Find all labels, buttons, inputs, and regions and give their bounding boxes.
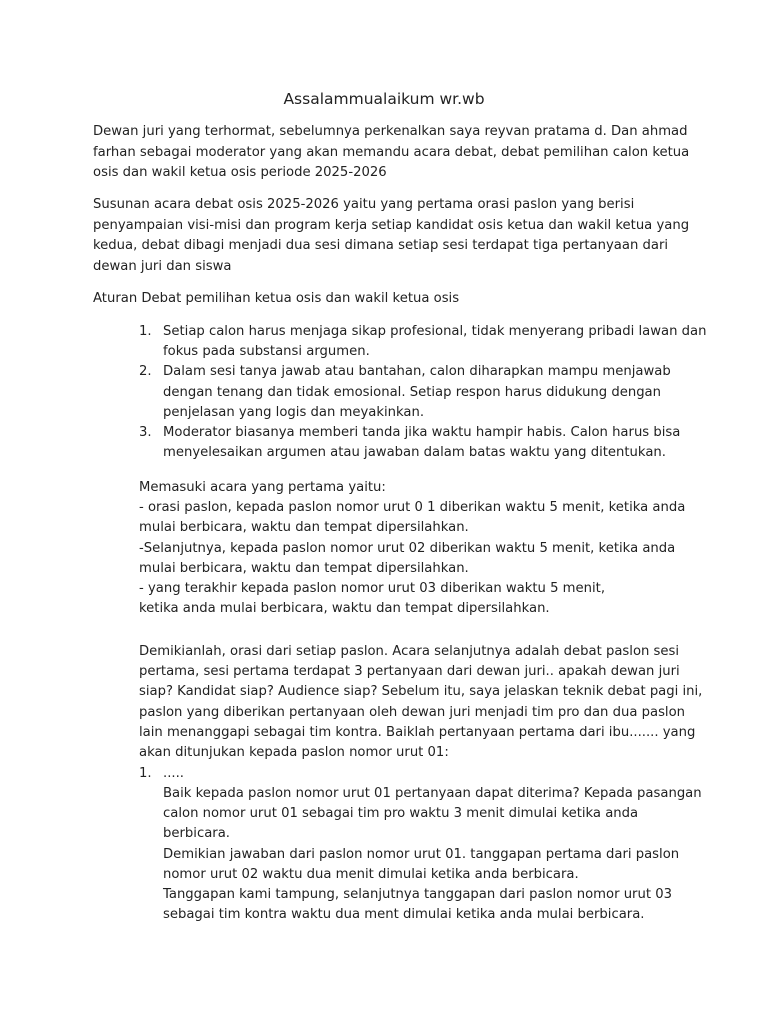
list-item bbox=[139, 322, 707, 362]
list-number: 1. bbox=[139, 324, 152, 339]
text-line: sebagai tim kontra waktu dua ment dimulai ketika anda mulai berbicara. bbox=[163, 907, 645, 923]
rules-list bbox=[139, 322, 707, 463]
text-line: siap? Kandidat siap? Audience siap? Sebelum itu, saya jelaskan teknik debat pagi ini, bbox=[139, 684, 703, 700]
text-line: penjelasan yang logis dan meyakinkan. bbox=[163, 404, 425, 420]
text-line: Susunan acara debat osis 2025-2026 yaitu yang pertama orasi paslon yang berisi bbox=[93, 197, 635, 212]
text-line: -Selanjutnya, kepada paslon nomor urut 02 diberikan waktu 5 menit, ketika anda bbox=[139, 540, 676, 556]
text-line: farhan sebagai moderator yang akan memandu acara debat, debat pemilihan calon ketua bbox=[93, 144, 690, 160]
schedule-paragraph bbox=[93, 195, 690, 277]
text-line: osis dan wakil ketua osis periode 2025-2026 bbox=[93, 165, 387, 181]
text-line: Demikianlah, orasi dari setiap paslon. Acara selanjutnya adalah debat paslon sesi bbox=[139, 644, 680, 659]
text-line: mulai berbicara, waktu dan tempat dipersilahkan. bbox=[139, 520, 469, 536]
intro-paragraph bbox=[93, 122, 690, 184]
text-line: Memasuki acara yang pertama yaitu: bbox=[139, 480, 386, 495]
text-line: Moderator biasanya memberi tanda jika waktu hampir habis. Calon harus bisa bbox=[163, 425, 681, 441]
text-line: akan ditunjukan kepada paslon nomor urut 01: bbox=[139, 745, 449, 761]
text-line: paslon yang diberikan pertanyaan oleh dewan juri menjadi tim pro dan dua paslon bbox=[139, 704, 686, 720]
text-line: Tanggapan kami tampung, selanjutnya tanggapan dari paslon nomor urut 03 bbox=[163, 887, 672, 903]
text-line: dengan tenang dan tidak emosional. Setiap respon harus didukung dengan bbox=[163, 384, 662, 400]
document-title: Assalammualaikum wr.wb bbox=[283, 90, 485, 108]
list-item bbox=[139, 362, 684, 423]
text-line: - yang terakhir kepada paslon nomor urut 03 diberikan waktu 5 menit, bbox=[139, 581, 606, 597]
orasi-section bbox=[139, 478, 684, 619]
list-number: 2. bbox=[139, 364, 152, 380]
text-line: dewan juri dan siswa bbox=[93, 258, 232, 274]
list-item bbox=[139, 423, 684, 463]
text-line: Setiap calon harus menjaga sikap profesional, tidak menyerang pribadi lawan dan bbox=[163, 324, 707, 339]
list-number: 3. bbox=[139, 425, 152, 441]
text-line: Demikian jawaban dari paslon nomor urut 01. tanggapan pertama dari paslon bbox=[163, 846, 680, 862]
debate-section bbox=[139, 642, 703, 763]
text-line: pertama, sesi pertama terdapat 3 pertanyaan dari dewan juri.. apakah dewan juri bbox=[139, 664, 680, 680]
rules-heading: Aturan Debat pemilihan ketua osis dan wakil ketua osis bbox=[93, 291, 460, 306]
text-line: Dalam sesi tanya jawab atau bantahan, calon diharapkan mampu menjawab bbox=[163, 364, 671, 380]
list-item bbox=[139, 764, 684, 784]
text-line: fokus pada substansi argumen. bbox=[163, 344, 370, 360]
text-line: Dewan juri yang terhormat, sebelumnya perkenalkan saya reyvan pratama d. Dan ahmad bbox=[93, 124, 688, 139]
list-number: 1. bbox=[139, 766, 152, 781]
text-line: berbicara. bbox=[163, 826, 230, 842]
text-line: ..... bbox=[163, 766, 184, 781]
text-line: calon nomor urut 01 sebagai tim pro waktu 3 menit dimulai ketika anda bbox=[163, 806, 639, 822]
question-detail bbox=[163, 784, 702, 925]
question-list bbox=[139, 764, 684, 784]
text-line: menyelesaikan argumen atau jawaban dalam batas waktu yang ditentukan. bbox=[163, 445, 666, 461]
text-line: Baik kepada paslon nomor urut 01 pertanyaan dapat diterima? Kepada pasangan bbox=[163, 786, 702, 801]
text-line: nomor urut 02 waktu dua menit dimulai ketika anda berbicara. bbox=[163, 866, 579, 882]
text-line: ketika anda mulai berbicara, waktu dan tempat dipersilahkan. bbox=[139, 601, 550, 617]
text-line: mulai berbicara, waktu dan tempat dipersilahkan. bbox=[139, 560, 469, 576]
text-line: kedua, debat dibagi menjadi dua sesi dimana setiap sesi terdapat tiga pertanyaan dari bbox=[93, 238, 669, 254]
text-line: penyampaian visi-misi dan program kerja setiap kandidat osis ketua dan wakil ketua yang bbox=[93, 217, 690, 233]
text-line: lain menanggapi sebagai tim kontra. Baiklah pertanyaan pertama dari ibu....... yang bbox=[139, 724, 696, 740]
text-line: - orasi paslon, kepada paslon nomor urut 0 1 diberikan waktu 5 menit, ketika anda bbox=[139, 500, 686, 516]
